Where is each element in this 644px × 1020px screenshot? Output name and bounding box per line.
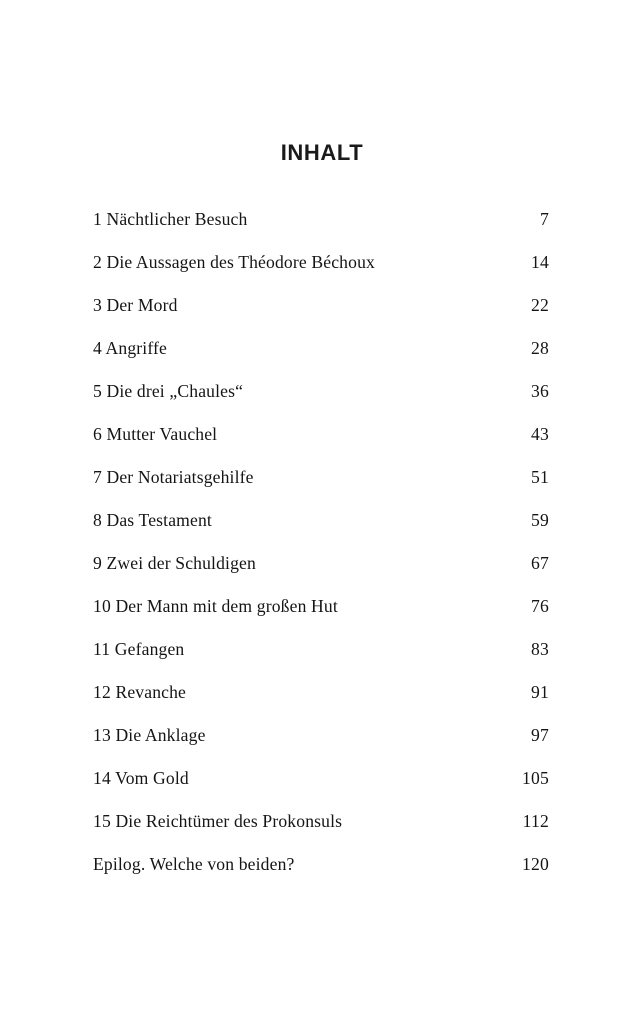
toc-entry	[93, 413, 549, 456]
toc-entry	[93, 370, 549, 413]
toc-entry-label: 13 Die Anklage	[93, 725, 206, 745]
toc-entry-page-number: 67	[531, 553, 549, 573]
toc-entry-page-number: 51	[531, 467, 549, 487]
toc-entry-page-number: 28	[531, 338, 549, 358]
toc-entry-page-number: 36	[531, 381, 549, 401]
toc-entry-page-number: 43	[531, 424, 549, 444]
toc-entry-label: Epilog. Welche von beiden?	[93, 854, 295, 874]
toc-entry	[93, 585, 549, 628]
toc-entry-label: 7 Der Notariatsgehilfe	[93, 467, 254, 487]
toc-entry	[93, 327, 549, 370]
toc-dot-leader	[339, 594, 502, 612]
toc-entry-label: 11 Gefangen	[93, 639, 185, 659]
toc-entry-label: 2 Die Aussagen des Théodore Béchoux	[93, 252, 375, 272]
toc-entry	[93, 800, 549, 843]
toc-dot-leader	[376, 250, 502, 268]
toc-entry-label: 14 Vom Gold	[93, 768, 189, 788]
toc-entry	[93, 757, 549, 800]
toc-entry-label: 6 Mutter Vauchel	[93, 424, 218, 444]
toc-dot-leader	[257, 551, 502, 569]
toc-entry-page-number: 105	[522, 768, 549, 788]
toc-dot-leader	[249, 379, 502, 397]
toc-entry	[93, 542, 549, 585]
toc-entry	[93, 714, 549, 757]
toc-entry-page-number: 22	[531, 295, 549, 315]
toc-dot-leader	[296, 852, 503, 870]
toc-dot-leader	[212, 723, 502, 741]
toc-dot-leader	[187, 680, 502, 698]
toc-entry	[93, 499, 549, 542]
toc-dot-leader	[343, 809, 502, 827]
toc-entry-page-number: 120	[522, 854, 549, 874]
toc-dot-leader	[223, 422, 502, 440]
toc-dot-leader	[195, 766, 502, 784]
toc-entry-label: 5 Die drei „Chaules“	[93, 381, 244, 401]
toc-dot-leader	[253, 207, 502, 225]
toc-entry	[93, 628, 549, 671]
toc-dot-leader	[179, 293, 502, 311]
toc-entry-page-number: 112	[522, 811, 549, 831]
toc-entry	[93, 456, 549, 499]
toc-entry	[93, 284, 549, 327]
toc-entry-label: 8 Das Testament	[93, 510, 212, 530]
toc-entry-page-number: 76	[531, 596, 549, 616]
page-title: INHALT	[280, 140, 364, 165]
toc-dot-leader	[255, 465, 502, 483]
toc-entry	[93, 241, 549, 284]
toc-entry-label: 1 Nächtlicher Besuch	[93, 209, 248, 229]
toc-entry-page-number: 7	[540, 209, 549, 229]
toc-entry-page-number: 14	[531, 252, 549, 272]
toc-entry	[93, 198, 549, 241]
toc-entry-label: 10 Der Mann mit dem großen Hut	[93, 596, 338, 616]
toc-entry-label: 15 Die Reichtümer des Prokonsuls	[93, 811, 343, 831]
toc-entry-page-number: 59	[531, 510, 549, 530]
toc-dot-leader	[185, 637, 502, 655]
toc-entry-label: 4 Angriffe	[93, 338, 167, 358]
toc-entry-page-number: 97	[531, 725, 549, 745]
toc-dot-leader	[213, 508, 502, 526]
toc-dot-leader	[168, 336, 502, 354]
toc-entry-label: 9 Zwei der Schuldigen	[93, 553, 256, 573]
toc-entry-page-number: 91	[531, 682, 549, 702]
toc-entry-label: 12 Revanche	[93, 682, 187, 702]
toc-entry-page-number: 83	[531, 639, 549, 659]
toc-entry	[93, 671, 549, 714]
toc-entry	[93, 843, 549, 886]
toc-entry-label: 3 Der Mord	[93, 295, 178, 315]
table-of-contents-list	[93, 198, 549, 886]
